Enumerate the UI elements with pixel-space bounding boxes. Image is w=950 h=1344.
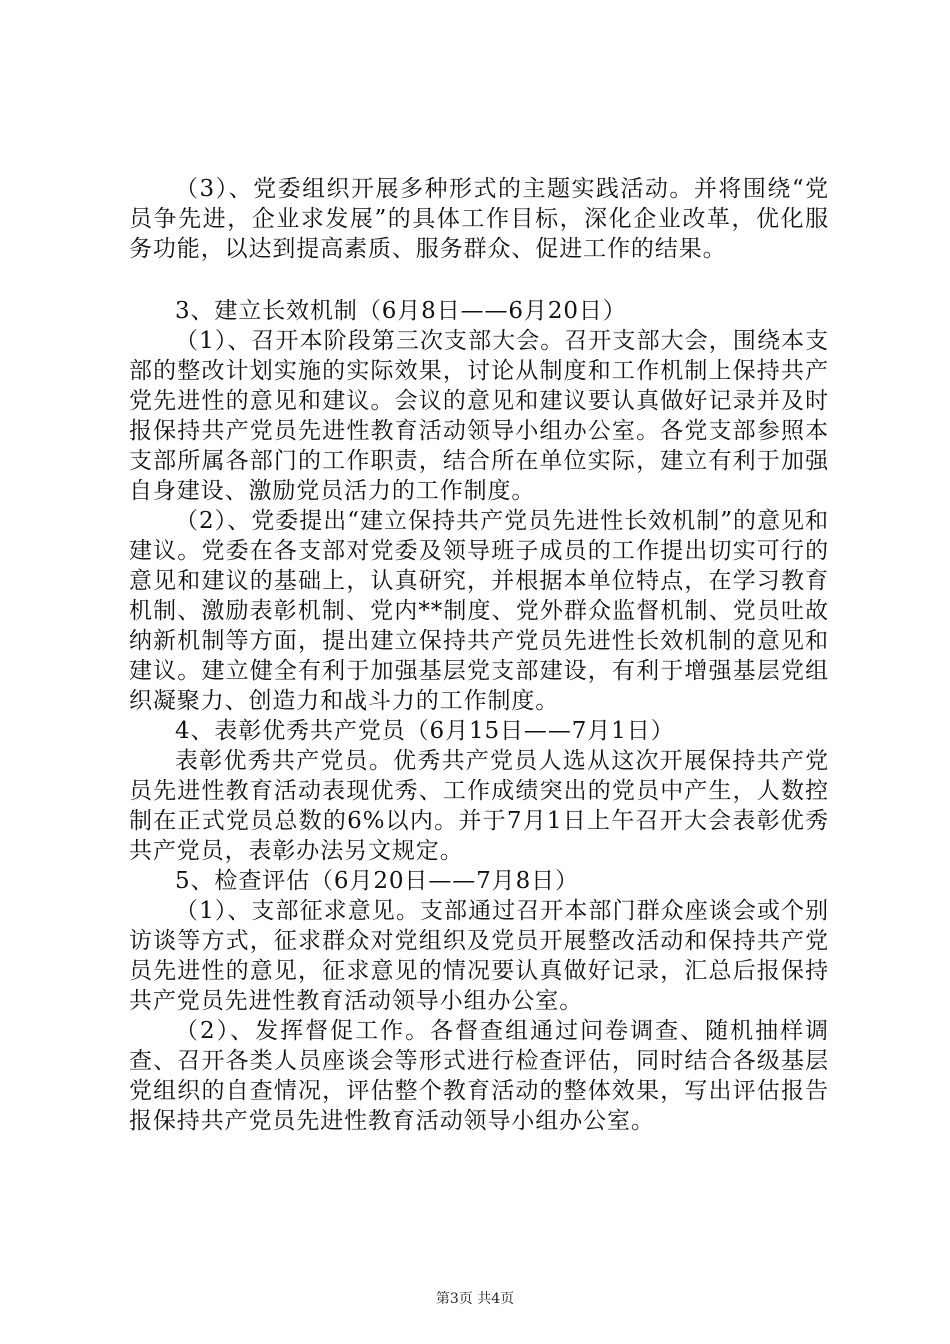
heading-commend-members: 4、表彰优秀共产党员（6月15日——7月1日）: [175, 718, 675, 744]
heading-long-term-mechanism: 3、建立长效机制（6月8日——6月20日）: [175, 298, 627, 324]
paragraph-party-committee-proposal: （2）、党委提出“建立保持共产党员先进性长效机制”的意见和建议。党委在各支部对党委及领导班子成员的工作提出切实可行的意见和建议的基础上，认真研究，并根据本单位特点，在学习教育机制、激励表彰机制、党内**制度、党外群众监督机制、党员吐故纳新机制等方面，提出建立保持共产党员先进性长效机制的意见和建议。建立健全有利于加强基层党支部建设，有利于增强基层党组织凝聚力、创造力和战斗力的工作制度。: [129, 508, 829, 714]
paragraph-gap: [129, 264, 829, 296]
paragraph-supervision-work: （2）、发挥督促工作。各督查组通过问卷调查、随机抽样调查、召开各类人员座谈会等形式进行检查评估，同时结合各级基层党组织的自查情况，评估整个教育活动的整体效果，写出评估报告报保持共产党员先进性教育活动领导小组办公室。: [129, 1018, 829, 1134]
page-number-footer: 第3页 共4页: [435, 1291, 515, 1307]
heading-inspection-evaluation: 5、检查评估（6月20日——7月8日）: [175, 868, 579, 894]
paragraph-solicit-opinions: （1）、支部征求意见。支部通过召开本部门群众座谈会或个别访谈等方式，征求群众对党组织及党员开展整改活动和保持共产党员先进性的意见，征求意见的情况要认真做好记录，汇总后报保持共产党员先进性教育活动领导小组办公室。: [129, 898, 829, 1014]
document-body: [129, 174, 829, 1136]
paragraph-theme-practice: （3）、党委组织开展多种形式的主题实践活动。并将围绕“党员争先进，企业求发展”的具体工作目标，深化企业改革，优化服务功能，以达到提高素质、服务群众、促进工作的结果。: [129, 176, 829, 262]
paragraph-commend-members: 表彰优秀共产党员。优秀共产党员人选从这次开展保持共产党员先进性教育活动表现优秀、工作成绩突出的党员中产生，人数控制在正式党员总数的6%以内。并于7月1日上午召开大会表彰优秀共产党员，表彰办法另文规定。: [129, 748, 829, 864]
paragraph-third-branch-meeting: （1）、召开本阶段第三次支部大会。召开支部大会，围绕本支部的整改计划实施的实际效果，讨论从制度和工作机制上保持共产党先进性的意见和建议。会议的意见和建议要认真做好记录并及时报保持共产党员先进性教育活动领导小组办公室。各党支部参照本支部所属各部门的工作职责，结合所在单位实际，建立有利于加强自身建设、激励党员活力的工作制度。: [129, 328, 829, 504]
